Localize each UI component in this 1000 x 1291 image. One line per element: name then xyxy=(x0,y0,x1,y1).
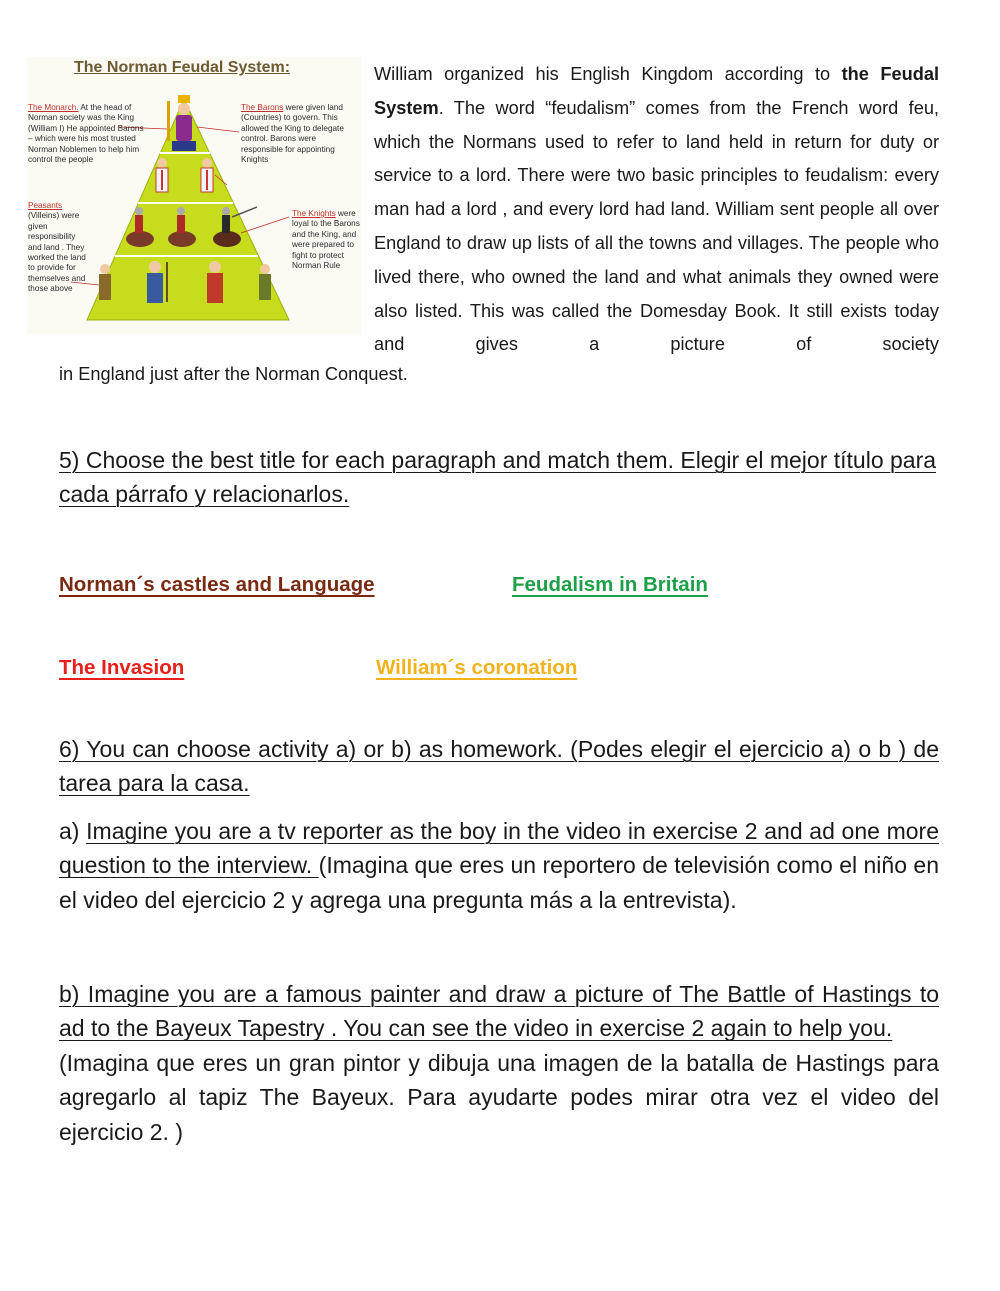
title-option-invasion[interactable]: The Invasion xyxy=(59,656,185,679)
peasants-caption xyxy=(28,201,88,295)
question-6 xyxy=(59,732,939,801)
activity-b xyxy=(59,977,939,1149)
intro-tail: in England just after the Norman Conquest. xyxy=(59,364,408,384)
barons-lead: The Barons xyxy=(241,103,284,112)
title-option-coronation[interactable]: William´s coronation xyxy=(376,656,578,679)
intro-bold: the Feudal System xyxy=(374,64,939,118)
intro-part1: William organized his English Kingdom according to xyxy=(374,64,842,84)
title-option-feudalism[interactable]: Feudalism in Britain xyxy=(512,573,708,596)
activity-a-rest: (Imagina que eres un reportero de televisión como el niño en el video del ejercicio 2 y agrega una pregunta más a la entrevista). xyxy=(59,852,939,913)
title-option-castles[interactable]: Norman´s castles and Language xyxy=(59,573,375,596)
intro-part2: . The word “feudalism” comes from the French word feu, which the Normans used to refer to land held in return for duty or service to a lord. There were two basic principles to feudalism: every man had a lord , and every lord had land. William sent people all over England to draw up lists of all the towns and villages. The people who lived there, who owned the land and what animals they owned were also listed. This was called the Domesday Book. It still exists today and gives a picture of society xyxy=(374,97,939,355)
activity-b-underlined: b) Imagine you are a famous painter and draw a picture of The Battle of Hastings to ad to the Bayeux Tapestry . You can see the video in exercise 2 again to help you. xyxy=(59,981,939,1042)
knights-caption xyxy=(292,209,360,271)
figure-title: The Norman Feudal System: xyxy=(74,59,291,76)
peasants-text: (Villeins) were given responsibility and land . They worked the land to provide for themselves and those above xyxy=(28,211,86,294)
question-6-text: 6) You can choose activity a) or b) as homework. (Podes elegir el ejercicio a) o b ) de tarea para la casa. xyxy=(59,736,939,797)
knights-lead: The Knights xyxy=(292,209,336,218)
monarch-lead: The Monarch. xyxy=(28,103,79,112)
peasants-lead: Peasants xyxy=(28,201,63,210)
knights-text: were loyal to the Barons and the King, and were prepared to fight to protect Norman Rule xyxy=(292,209,360,271)
activity-b-rest: (Imagina que eres un gran pintor y dibuja una imagen de la batalla de Hastings para agregarlo al tapiz The Bayeux. Para ayudarte podes mirar otra vez el video del ejercicio 2. ) xyxy=(59,1049,939,1145)
barons-text: were given land (Countries) to govern. This allowed the King to delegate control. Barons were responsible for appointing Knights xyxy=(241,103,344,165)
question-5-text: 5) Choose the best title for each paragraph and match them. Elegir el mejor título para cada párrafo y relacionarlos. xyxy=(59,447,937,507)
question-5 xyxy=(59,443,939,511)
activity-a-prefix: a) xyxy=(59,818,87,844)
barons-caption xyxy=(241,103,359,165)
monarch-caption xyxy=(28,103,146,165)
activity-a-underlined: Imagine you are a tv reporter as the boy in the video in exercise 2 and ad one more question to the interview. xyxy=(59,818,940,879)
activity-a xyxy=(59,814,939,917)
monarch-text: At the head of Norman society was the King (William I) He appointed Barons – which were his most trusted Norman Noblemen to help him control the people xyxy=(28,103,144,165)
feudal-system-figure xyxy=(27,57,361,334)
intro-paragraph xyxy=(374,58,939,362)
